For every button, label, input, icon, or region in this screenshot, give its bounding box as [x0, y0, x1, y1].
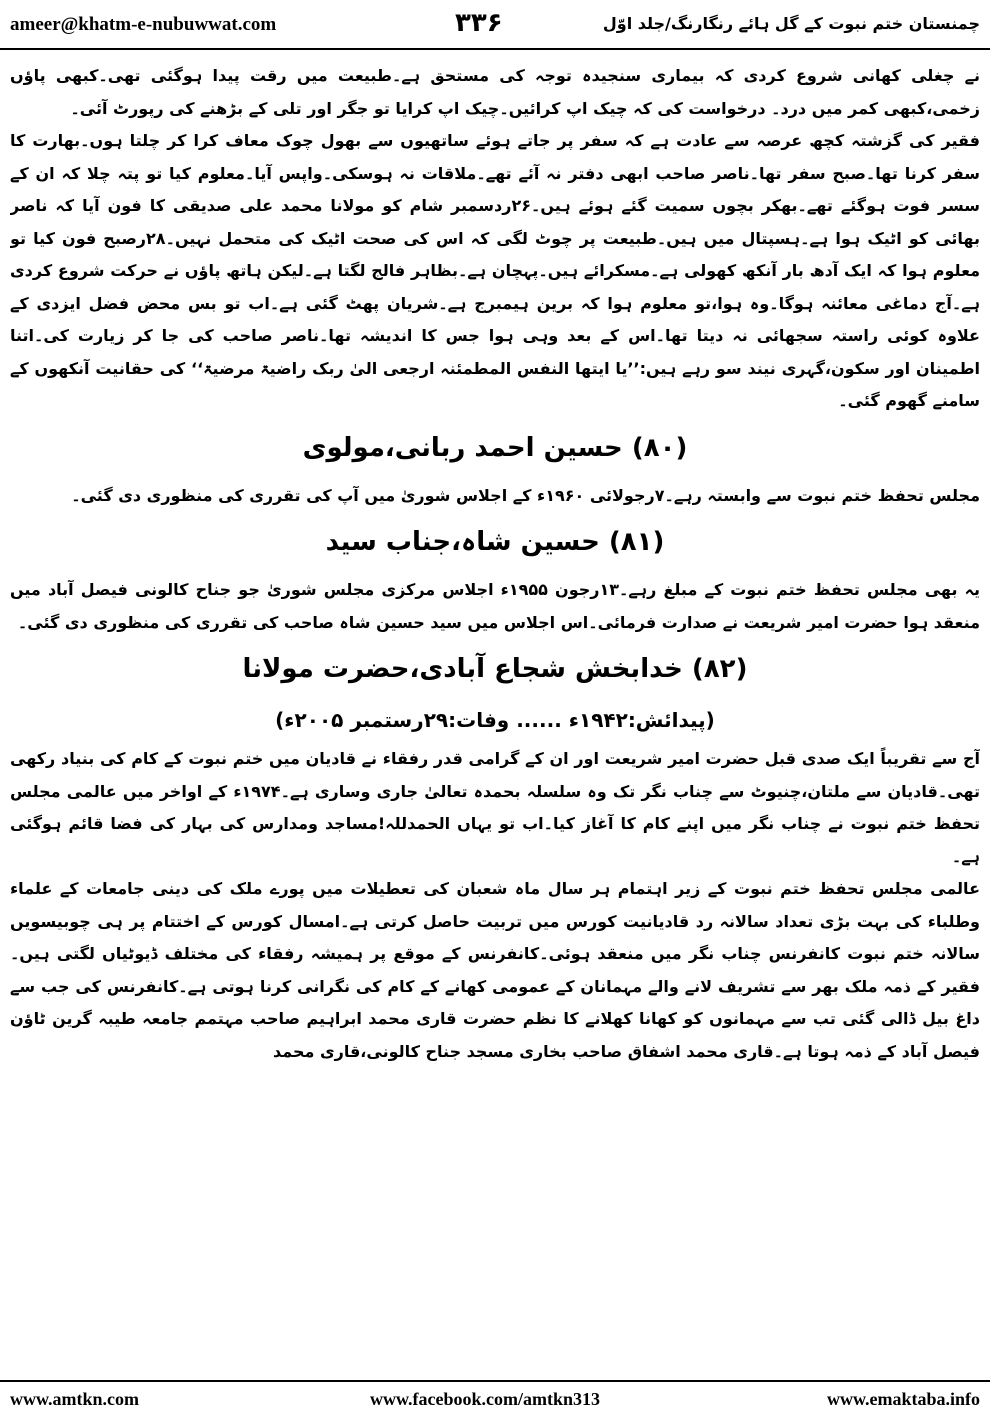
- page-header: [0, 0, 990, 50]
- paragraph: فقیر کی گزشتہ کچھ عرصہ سے عادت ہے کہ سفر پر جاتے ہوئے ساتھیوں سے بھول چوک معاف کرا کر چلتا ہوں۔بھارت کا سفر کرنا تھا۔صبح سفر تھا۔ناصر صاحب ابھی دفتر نہ آئے تھے۔ملاقات نہ ہوسکی۔واپس آیا۔معلوم کیا تو پتہ چلا کہ ان کے سسر فوت ہوگئے تھے۔بھکر بچوں سمیت گئے ہوئے ہیں۔۲۶ردسمبر شام کو مولانا محمد علی صدیقی کا فون آیا کہ ناصر بھائی کو اٹیک ہوا ہے۔ہسپتال میں ہیں۔طبیعت پر چوٹ لگی کہ اس کی صحت اٹیک کی متحمل نہیں۔۲۸رصبح فون کیا تو معلوم ہوا کہ ایک آدھ بار آنکھ کھولی ہے۔مسکرائے ہیں۔پہچان ہے۔بظاہر فالج لگتا ہے۔لیکن ہاتھ پاؤں نے حرکت شروع کردی ہے۔آج دماغی معائنہ ہوگا۔وہ ہوا،تو معلوم ہوا کہ برین ہیمبرج ہے۔شریان پھٹ گئی ہے۔اب تو بس محض فضل ایزدی کے علاوہ کوئی راستہ سجھائی نہ دیتا تھا۔اس کے بعد وہی ہوا جس کا اندیشہ تھا۔ناصر صاحب کی جا کر زیارت کی۔اتنا اطمینان اور سکون،گہری نیند سو رہے ہیں:’’یا ایتھا النفس المطمئنہ ارجعی الیٰ ربک راضیۃ مرضیۃ‘‘ کی حقانیت آنکھوں کے سامنے گھوم گئی۔: [10, 131, 980, 410]
- footer-rule: [0, 1380, 990, 1382]
- footer-link-right[interactable]: www.emaktaba.info: [826, 1389, 980, 1409]
- section-82-paragraph: عالمی مجلس تحفظ ختم نبوت کے زیر اہتمام ہر سال ماہ شعبان کی تعطیلات میں پورے ملک کی دینی جامعات کے علماء وطلباء کی بہت بڑی تعداد سالانہ رد قادیانیت کورس میں تربیت حاصل کرتی ہے۔امسال کورس کے اختتام پر ہی چوبیسویں سالانہ ختم نبوت کانفرنس چناب نگر میں منعقد ہوئی۔کانفرنس کے موقع پر ہمیشہ رفقاء کی مختلف ڈیوٹیاں لگتی ہیں۔فقیر کے ذمہ ملک بھر سے تشریف لانے والے مہمانان کے عمومی کھانے کے کام کی نگرانی کرنا ہوتی ہے۔کانفرنس کی جب سے داغ بیل ڈالی گئی تب سے مہمانوں کو کھانا کھلانے کا نظم حضرت قاری محمد ابراہیم صاحب مہتمم جامعہ طیبہ گرین ٹاؤن فیصل آباد کے ذمہ ہوتا ہے۔قاری محمد اشفاق صاحب بخاری مسجد جناح کالونی،قاری محمد: [10, 879, 980, 1061]
- section-81-text: یہ بھی مجلس تحفظ ختم نبوت کے مبلغ رہے۔۱۳رجون ۱۹۵۵ء اجلاس مرکزی مجلس شوریٰ جو جناح کالونی فیصل آباد میں منعقد ہوا حضرت امیر شریعت نے صدارت فرمائی۔اس اجلاس میں سید حسین شاہ صاحب کی تقرری کی منظوری دی گئی۔: [10, 580, 980, 632]
- section-82-dates: (پیدائش:۱۹۴۲ء ...... وفات:۲۹رستمبر ۲۰۰۵ء): [275, 708, 715, 732]
- section-80-heading: (۸۰) حسین احمد ربانی،مولوی: [302, 432, 688, 463]
- section-80-text: مجلس تحفظ ختم نبوت سے وابستہ رہے۔۷رجولائی ۱۹۶۰ء کے اجلاس شوریٰ میں آپ کی تقرری کی منظوری دی گئی۔: [71, 485, 980, 505]
- paragraph: نے چغلی کھانی شروع کردی کہ بیماری سنجیدہ توجہ کی مستحق ہے۔طبیعت میں رقت پیدا ہوگئی تھی۔کبھی پاؤں زخمی،کبھی کمر میں درد۔ درخواست کی کہ چیک اپ کرائیں۔چیک اپ کرایا تو جگر اور تلی کے بڑھنے کی رپورٹ آئی۔: [10, 66, 980, 118]
- header-rule: [0, 48, 990, 50]
- section-82-heading: (۸۲) خدابخش شجاع آبادی،حضرت مولانا: [242, 654, 748, 684]
- section-82-paragraph: آج سے تقریباً ایک صدی قبل حضرت امیر شریعت اور ان کے گرامی قدر رفقاء نے قادیان میں ختم نبوت کے کام کی بنیاد رکھی تھی۔قادیان سے ملتان،چنیوٹ سے چناب نگر تک وہ سلسلہ بحمدہ تعالیٰ جاری وساری ہے۔۱۹۷۴ء کے اواخر میں عالمی مجلس تحفظ ختم نبوت نے چناب نگر میں اپنے کام کا آغاز کیا۔اب تو یہاں الحمدللہ!مساجد ومدارس کی بہار کی فضا قائم ہوگئی ہے۔: [10, 749, 980, 866]
- footer-link-left[interactable]: www.amtkn.com: [10, 1389, 139, 1409]
- header-email: ameer@khatm-e-nubuwwat.com: [10, 14, 277, 35]
- page-footer: [0, 1385, 990, 1415]
- page-number: ۳۳۶: [455, 8, 503, 38]
- footer-link-middle[interactable]: www.facebook.com/amtkn313: [370, 1389, 600, 1409]
- page-body: [10, 60, 980, 1370]
- book-title: چمنستان ختم نبوت کے گل ہائے رنگارنگ/جلد اوّل: [602, 14, 980, 33]
- section-81-heading: (۸۱) حسین شاہ،جناب سید: [325, 527, 665, 557]
